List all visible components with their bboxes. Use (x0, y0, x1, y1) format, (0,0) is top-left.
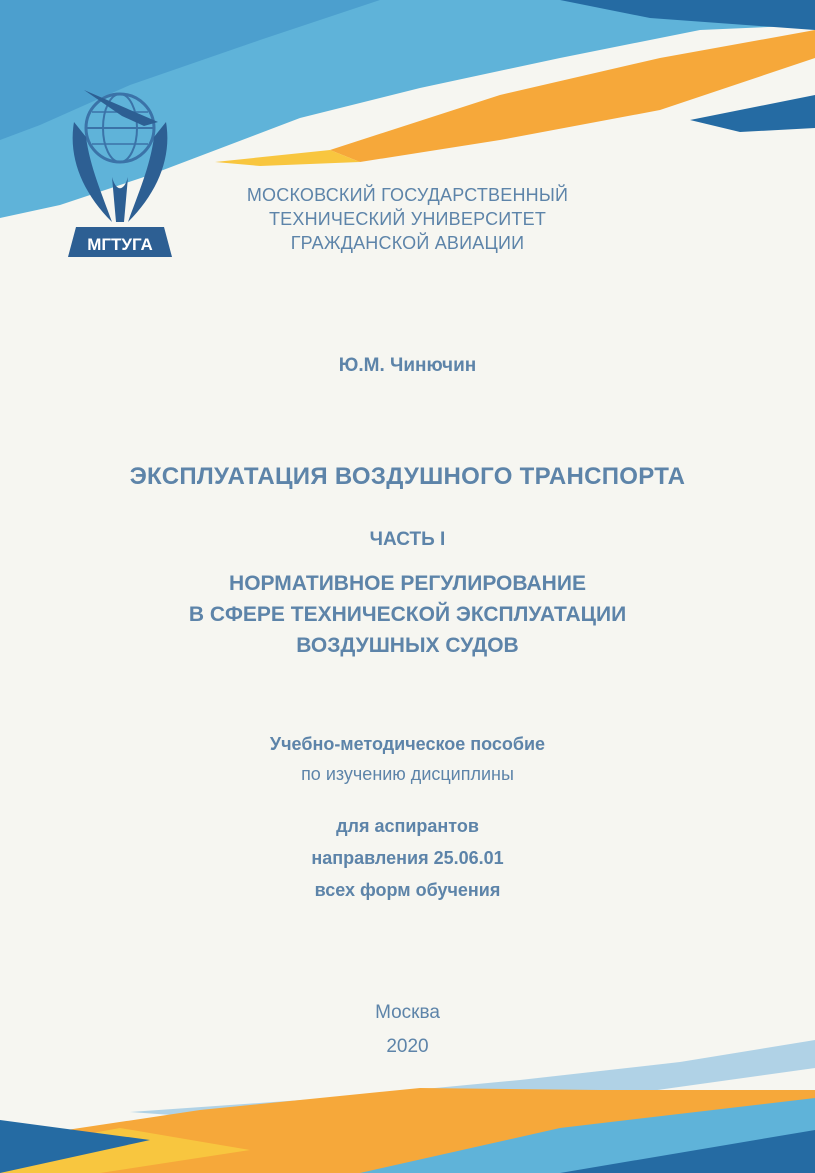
audience-info (0, 810, 815, 906)
university-line-3: ГРАЖДАНСКОЙ АВИАЦИИ (290, 233, 525, 253)
book-subtitle (0, 568, 815, 661)
subtitle-line-2: В СФЕРЕ ТЕХНИЧЕСКОЙ ЭКСПЛУАТАЦИИ (188, 603, 627, 626)
audience-line-2: направления 25.06.01 (311, 848, 504, 868)
manual-type: Учебно-методическое пособие (269, 734, 546, 754)
manual-description (0, 729, 815, 789)
svg-text:МГТУГА: МГТУГА (87, 235, 153, 254)
imprint (0, 996, 815, 1064)
publication-city: Москва (375, 1002, 440, 1023)
part-number: ЧАСТЬ I (369, 529, 446, 550)
subtitle-line-3: ВОЗДУШНЫХ СУДОВ (296, 634, 519, 657)
audience-line-3: всех форм обучения (314, 880, 501, 900)
subtitle-line-1: НОРМАТИВНОЕ РЕГУЛИРОВАНИЕ (229, 572, 586, 595)
publication-year: 2020 (386, 1036, 429, 1057)
top-right-blue-stripe (690, 95, 815, 132)
book-title: ЭКСПЛУАТАЦИЯ ВОЗДУШНОГО ТРАНСПОРТА (129, 463, 686, 490)
manual-purpose: по изучению дисциплины (301, 764, 514, 784)
author-name: Ю.М. Чинючин (338, 355, 477, 376)
audience-line-1: для аспирантов (336, 816, 479, 836)
university-name (0, 183, 815, 255)
university-line-2: ТЕХНИЧЕСКИЙ УНИВЕРСИТЕТ (268, 209, 547, 229)
university-line-1: МОСКОВСКИЙ ГОСУДАРСТВЕННЫЙ (246, 185, 569, 205)
